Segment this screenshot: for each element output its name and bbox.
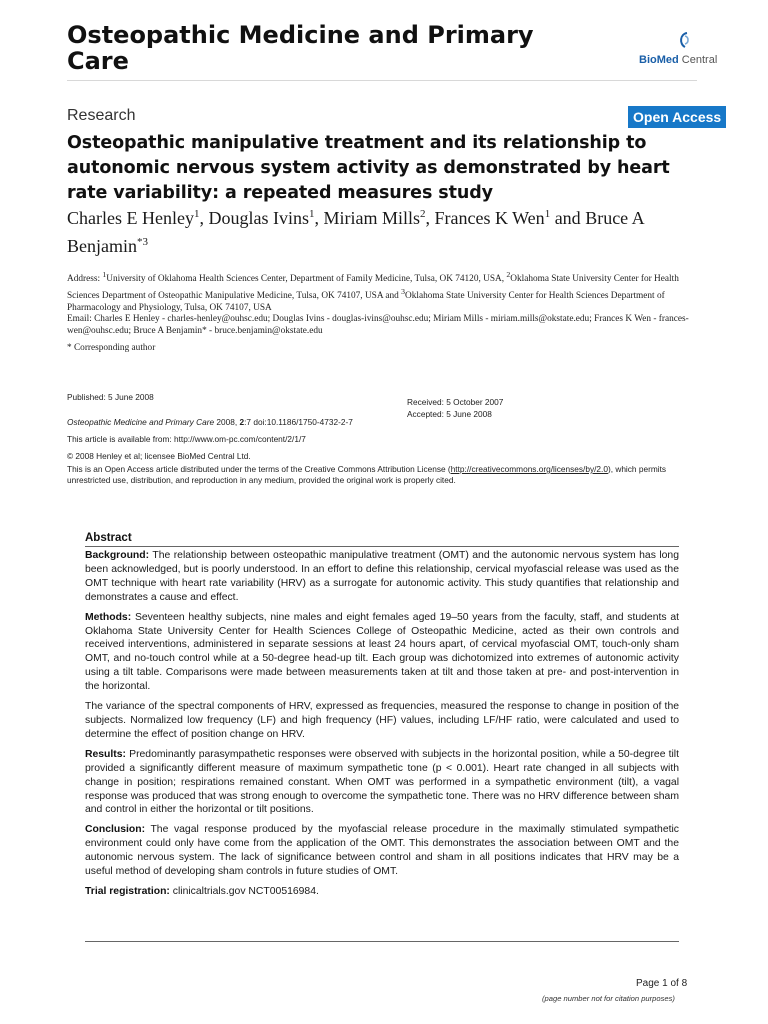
abstract-results: Results: Predominantly parasympathetic responses were observed with subjects in the horizontal position, while a 50-degree tilt provided a significantly different measure of maximum sympathetic tone (p < 0.001). Heart rate changed in all subjects with change in position; respirations remained constant. When OMT was performed in a sympathetic environment (tilt), a vagal response was produced that was strong enough to overcome the sympathetic tone. There was no HRV difference between sham and control in either the horizontal or tilt positions.: [85, 748, 679, 816]
publisher-biomed: BioMed: [639, 54, 679, 66]
author-emails[interactable]: Email: Charles E Henley - charles-henley@ouhsc.edu; Douglas Ivins - douglas-ivins@ouhsc.edu; Miriam Mills - miriam.mills@okstate.edu; Frances K Wen - frances-wen@ouhsc.edu; Bruce A Benjamin* - bruce.benjamin@okstate.edu: [67, 314, 689, 337]
biomed-swirl-icon: [676, 30, 692, 50]
corresponding-author-note: * Corresponding author: [67, 343, 156, 353]
published-date: Published: 5 June 2008: [67, 392, 154, 402]
publisher-name: [639, 54, 717, 66]
abstract-heading: Abstract: [85, 532, 132, 544]
copyright-notice: © 2008 Henley et al; licensee BioMed Central Ltd.: [67, 451, 251, 461]
author[interactable]: Charles E Henley: [67, 208, 194, 228]
page-number: Page 1 of 8: [636, 978, 688, 989]
abstract-conclusion: Conclusion: The vagal response produced by the myofascial release procedure in the maximally stimulated sympathetic environment could only have come from the application of the OMT. This demonstrates the association between OMT and the autonomic nervous system. The lack of significance between control and sham in all positions indicates that HRV may be a useful method of developing sham controls in future studies of OMT.: [85, 824, 679, 878]
abstract-bottom-divider: [85, 941, 679, 942]
license-link[interactable]: http://creativecommons.org/licenses/by/2.0: [450, 464, 608, 474]
citation-line: Osteopathic Medicine and Primary Care 2008, 2:7 doi:10.1186/1750-4732-2-7: [67, 417, 353, 427]
abstract-variance: The variance of the spectral components of HRV, expressed as frequencies, measured the response to change in position of the subjects. Normalized low frequency (LF) and high frequency (HF) values, including LF/HF ratio, were calculated and used to determine the effect of position change on HRV.: [85, 701, 679, 740]
article-type: Research: [67, 107, 136, 124]
page-number-note: (page number not for citation purposes): [542, 994, 675, 1003]
article-url[interactable]: This article is available from: http://www.om-pc.com/content/2/1/7: [67, 434, 306, 444]
received-date: Received: 5 October 2007: [407, 397, 504, 407]
author-affiliation: *3: [137, 236, 148, 248]
abstract-trial-registration: Trial registration: clinicaltrials.gov NCT00516984.: [85, 885, 319, 897]
biomed-central-logo[interactable]: [636, 30, 748, 70]
author-affiliation: 2: [419, 208, 426, 220]
journal-title: Osteopathic Medicine and Primary Care: [67, 21, 534, 75]
abstract: [85, 532, 679, 905]
author-affiliation: 1: [308, 208, 315, 220]
author[interactable]: Frances K Wen: [434, 208, 545, 228]
author-addresses: Address: $^1$University of Oklahoma Health Sciences Center, Department of Family Medicine, Tulsa, OK 74120, USA, $^2$Oklahoma State University Center for Health Sciences Department of Osteopathic Manipulative Medicine, Tulsa, OK 74107, USA and $^3$Oklahoma State University Center for Health Sciences Department of Pharmacology and Physiology, Tulsa, OK 74107, USA: [67, 270, 679, 313]
header-divider: [67, 80, 697, 81]
open-access-badge[interactable]: Open Access: [628, 106, 726, 128]
license-statement: This is an Open Access article distributed under the terms of the Creative Commons Attribution License (http://creativecommons.org/licenses/by/2.0), which permits unrestricted use, distribution, and reproduction in any medium, provided the original work is properly cited.: [67, 464, 667, 485]
author[interactable]: Bruce A Benjamin: [67, 208, 644, 256]
author-list: Charles E Henley$^1$, Douglas Ivins$^1$, Miriam Mills$^2$, Frances K Wen$^1$ and Bruce A Benjamin$^{*3}$: [67, 208, 644, 256]
publisher-central: Central: [681, 54, 718, 66]
author-affiliation: 1: [544, 208, 551, 220]
accepted-date: Accepted: 5 June 2008: [407, 409, 492, 419]
abstract-divider: [85, 546, 679, 547]
author[interactable]: Miriam Mills: [323, 208, 420, 228]
author-affiliation: 1: [193, 208, 200, 220]
article-title: Osteopathic manipulative treatment and its relationship to autonomic nervous system activity as demonstrated by heart rate variability: a repeated measures study: [67, 133, 670, 203]
abstract-methods: Methods: Seventeen healthy subjects, nine males and eight females aged 19–50 years from the faculty, staff, and students at Oklahoma State University Center for Health Sciences College of Osteopathic Medicine, acted as their own controls and received interventions, administered in separate sessions at least 24 hours apart, of cervical myofascial OMT, touch-only sham OMT, and no-touch control while at a 50-degree head-up tilt. Each group was dichotomized into extremes of autonomic activity using a tilt table. Comparisons were made between measurements taken at tilt and those taken at pre- and post-intervention in the horizontal.: [85, 611, 679, 693]
abstract-background: Background: The relationship between osteopathic manipulative treatment (OMT) and the autonomic nervous system has long been acknowledged, but is poorly understood. In an effort to define this relationship, cervical myofascial release was used as the OMT technique with heart rate variability (HRV) as a surrogate for autonomic activity. This study quantifies that relationship and demonstrates a cause and effect.: [85, 550, 679, 603]
author[interactable]: Douglas Ivins: [208, 208, 309, 228]
